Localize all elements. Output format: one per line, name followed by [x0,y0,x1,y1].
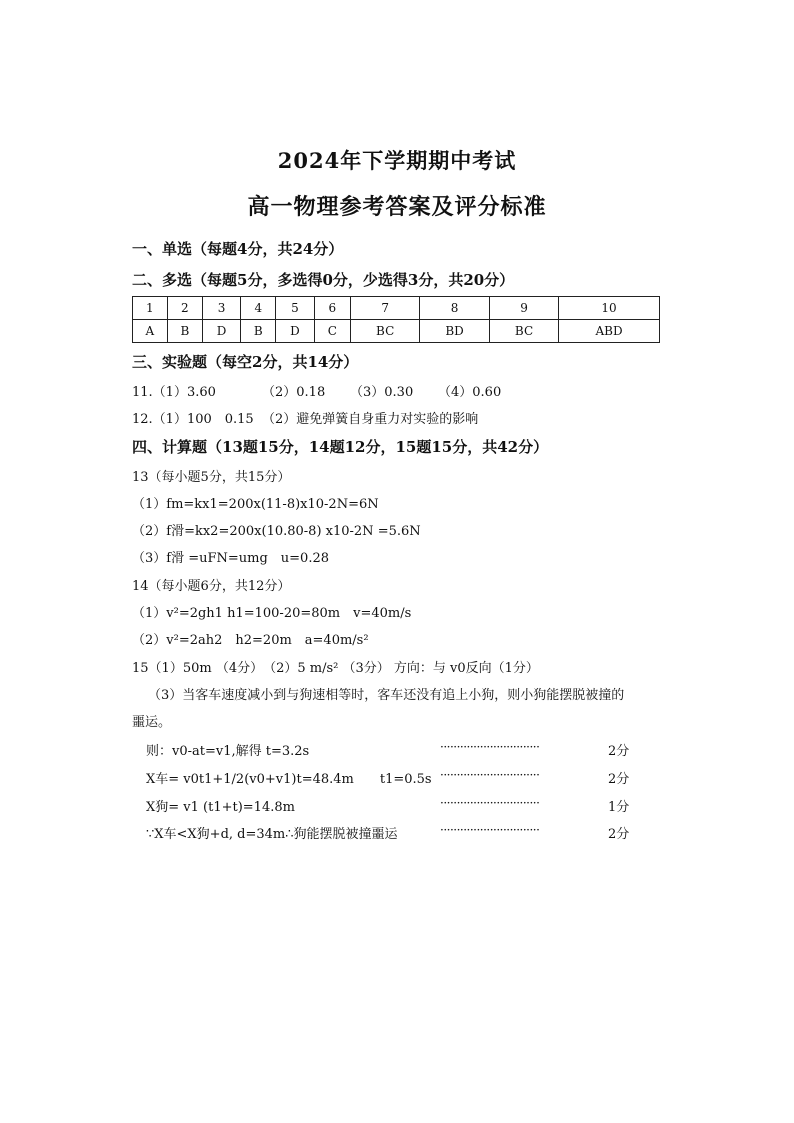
leader-dots: ······························ [440,823,540,837]
q13-line-2: （2）f滑=kx2=200x(10.80-8) x10-2N =5.6N [132,524,421,539]
section-experiment: 三、实验题（每空2分，共14分） [132,353,359,371]
table-cell: 6 [314,297,351,320]
q11-answer-3: （3）0.30 [350,385,414,400]
q15-line-1: 15（1）50m （4分） （2）5 m/s² （3分） 方向：与 v0反向（1分） [132,661,539,676]
table-cell: 8 [420,297,490,320]
q14-line-1: （1）v²=2gh1 h1=100-20=80m v=40m/s [132,606,412,621]
table-cell: A [133,320,168,343]
answer-table [132,296,660,343]
q15-step-4: ∵X车<X狗+d, d=34m∴狗能摆脱被撞噩运 [146,827,398,842]
q13-line-3: （3）f滑 =uFN=umg u=0.28 [132,551,329,566]
q14-line-2: （2）v²=2ah2 h2=20m a=40m/s² [132,633,369,648]
table-cell: 2 [167,297,202,320]
section-calculation: 四、计算题（13题15分，14题12分，15题15分，共42分） [132,438,549,456]
q11-answer-1: 11.（1）3.60 [132,385,216,400]
exam-subtitle: 高一物理参考答案及评分标准 [247,194,547,220]
points-value: 2分 [608,744,630,759]
q15-line-3: 噩运。 [132,715,172,730]
q11-answer-4: （4）0.60 [438,385,502,400]
points-value: 1分 [608,800,630,815]
table-cell: C [314,320,351,343]
section-multiple-choice: 二、多选（每题5分，多选得0分，少选得3分，共20分） [132,271,515,289]
table-cell: D [203,320,241,343]
q14-heading: 14（每小题6分，共12分） [132,579,291,594]
q15-line-2: （3）当客车速度减小到与狗速相等时，客车还没有追上小狗，则小狗能摆脱被撞的 [148,688,625,703]
q15-step-2: X车= v0t1+1/2(v0+v1)t=48.4m t1=0.5s [146,772,432,787]
q13-line-1: （1）fm=kx1=200x(11-8)x10-2N=6N [132,497,379,512]
section-single-choice: 一、单选（每题4分，共24分） [132,240,344,258]
table-cell: 4 [241,297,276,320]
table-cell: BD [420,320,490,343]
table-cell: 1 [133,297,168,320]
table-cell: 3 [203,297,241,320]
leader-dots: ······························ [440,740,540,754]
table-cell: 10 [559,297,660,320]
q15-step-3: X狗= v1 (t1+t)=14.8m [146,800,295,815]
table-cell: B [167,320,202,343]
points-value: 2分 [608,772,630,787]
table-cell: D [276,320,314,343]
q12-answer-2: （2）避免弹簧自身重力对实验的影响 [262,412,479,427]
table-cell: B [241,320,276,343]
table-cell: BC [490,320,559,343]
leader-dots: ······························ [440,768,540,782]
table-cell: 5 [276,297,314,320]
table-cell: 9 [490,297,559,320]
table-cell: ABD [559,320,660,343]
answer-table-numbers-row [133,297,660,320]
answer-table-answers-row [133,320,660,343]
q15-step-1: 则：v0-at=v1,解得 t=3.2s [146,744,310,759]
exam-title: 2024年下学期期中考试 [277,148,517,173]
table-cell: BC [351,320,420,343]
leader-dots: ······························ [440,796,540,810]
q12-answer-1: 12.（1）100 0.15 [132,412,254,427]
table-cell: 7 [351,297,420,320]
q11-answer-2: （2）0.18 [262,385,326,400]
q13-heading: 13（每小题5分，共15分） [132,470,291,485]
points-value: 2分 [608,827,630,842]
